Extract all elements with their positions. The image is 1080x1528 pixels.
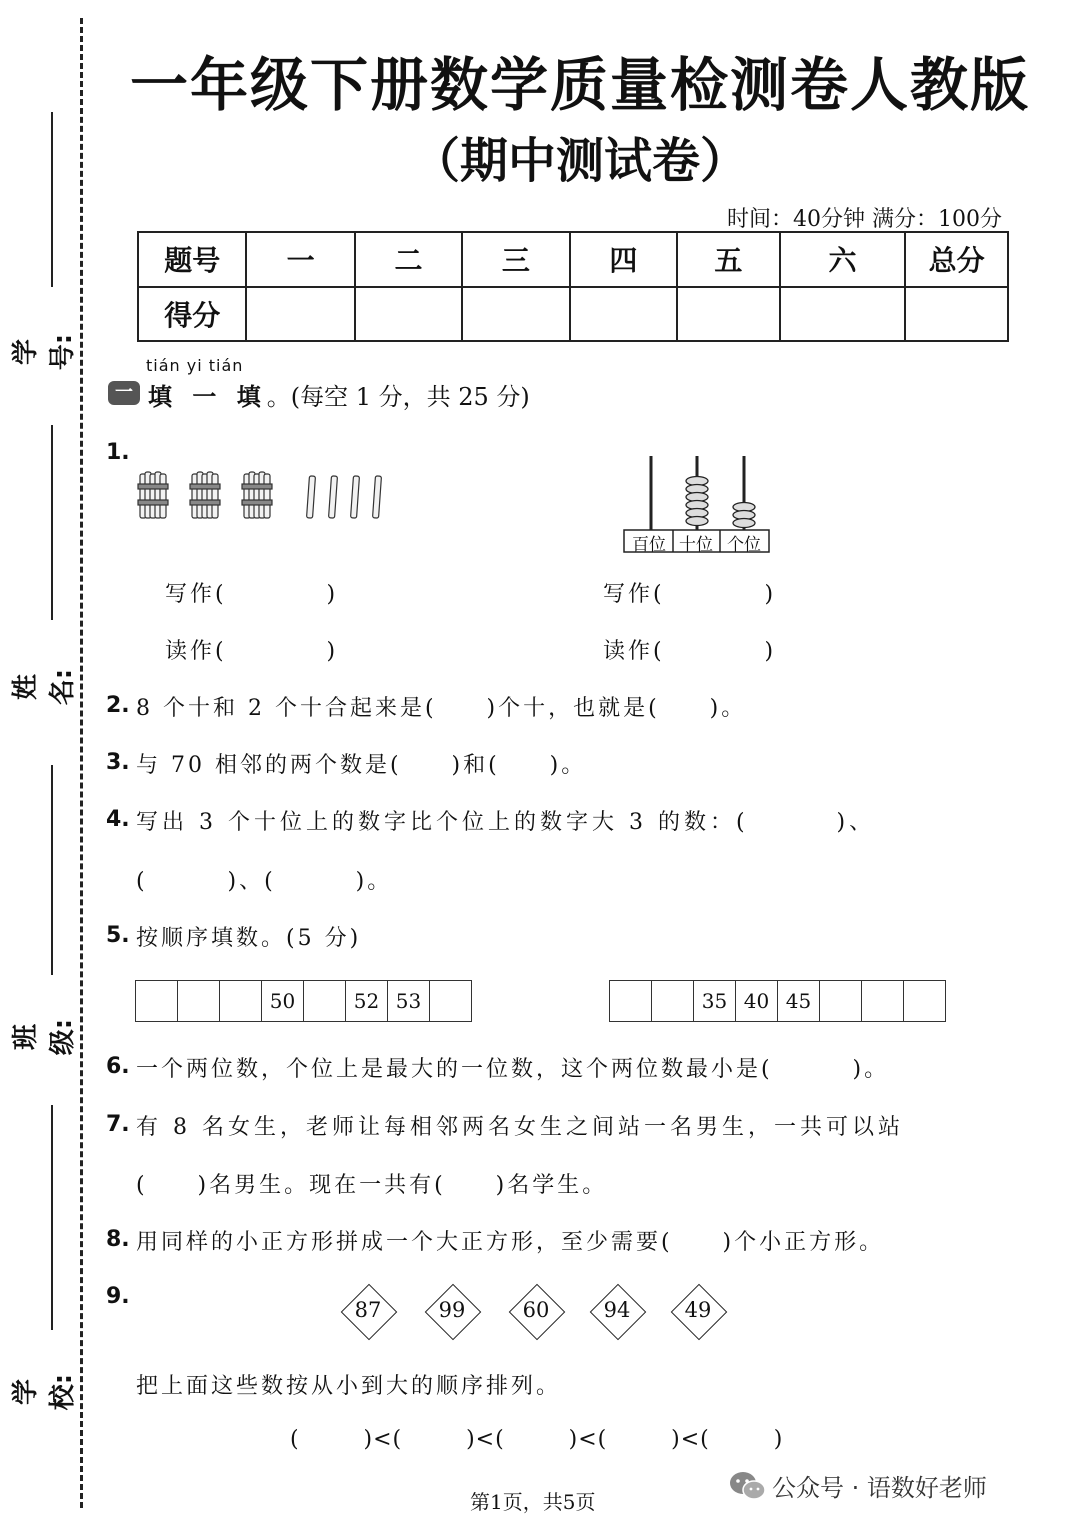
stick-bundle-icon [138, 472, 168, 518]
q1-number: 1. [106, 440, 130, 465]
score-input-cell[interactable] [462, 287, 569, 342]
score-cell: 三 [462, 232, 569, 287]
ones-beads [733, 503, 755, 528]
sequence-cell: 45 [778, 981, 820, 1022]
school-line [51, 1105, 53, 1330]
section-pinyin: tián yi tián [146, 356, 244, 375]
diamond-number: 94 [603, 1298, 631, 1322]
stick-bundles-illustration [130, 462, 400, 524]
name-line [51, 425, 53, 620]
score-cell: 六 [780, 232, 906, 287]
sequence-cell: 50 [262, 981, 304, 1022]
q2-text: 8 个十和 2 个十合起来是( )个十，也就是( )。 [136, 696, 747, 721]
score-cell: 五 [677, 232, 780, 287]
sequence-cell: 35 [694, 981, 736, 1022]
school-label: 学校: [11, 1373, 78, 1411]
section-badge: 一 [108, 381, 140, 405]
page-title: 一年级下册数学质量检测卷人教版 [129, 51, 1030, 119]
stick-bundle-icon [190, 472, 220, 518]
score-input-cell[interactable] [355, 287, 462, 342]
diamond-number: 87 [354, 1298, 382, 1322]
score-table-score-row [138, 287, 1008, 342]
score-input-cell[interactable] [570, 287, 677, 342]
time-info: 时间：40分钟 满分：100分 [727, 207, 1002, 232]
class-label: 班级: [11, 1018, 78, 1056]
sequence-cell[interactable] [652, 981, 694, 1022]
sequence-cell: 40 [736, 981, 778, 1022]
sequence-cell[interactable] [820, 981, 862, 1022]
q3-text: 与 70 相邻的两个数是( )和( )。 [136, 753, 587, 778]
student-no-label: 学号: [11, 333, 78, 371]
sequence-cell: 53 [388, 981, 430, 1022]
q4-number: 4. [106, 807, 130, 832]
q8-number: 8. [106, 1227, 130, 1252]
single-sticks-icon [307, 476, 382, 518]
class-line [51, 765, 53, 975]
abacus-label-tens: 十位 [679, 535, 713, 555]
q2-number: 2. [106, 693, 130, 718]
score-input-cell[interactable] [905, 287, 1008, 342]
q3-number: 3. [106, 750, 130, 775]
sequence-cell[interactable] [430, 981, 472, 1022]
q6-number: 6. [106, 1054, 130, 1079]
diamond-number: 99 [438, 1298, 466, 1322]
q8-text: 用同样的小正方形拼成一个大正方形，至少需要( )个小正方形。 [136, 1230, 885, 1255]
wechat-watermark: 公众号 · 语数好老师 [772, 1474, 987, 1502]
abacus-label-ones: 个位 [727, 535, 761, 555]
q1-write-left[interactable]: 写作( ) [165, 582, 339, 607]
score-input-cell[interactable] [677, 287, 780, 342]
q7-number: 7. [106, 1112, 130, 1137]
sequence-cell[interactable] [220, 981, 262, 1022]
score-cell: 总分 [905, 232, 1008, 287]
score-input-cell[interactable] [780, 287, 906, 342]
section-title-main: 填 一 填 [148, 383, 267, 411]
q5-number: 5. [106, 923, 130, 948]
score-cell: 一 [246, 232, 354, 287]
stick-bundle-icon [242, 472, 272, 518]
name-label: 姓名: [11, 668, 78, 706]
q1-write-right[interactable]: 写作( ) [603, 582, 777, 607]
page-footer: 第1页，共5页 [470, 1490, 596, 1514]
sequence-cell[interactable] [178, 981, 220, 1022]
section-title-note: 。(每空 1 分，共 25 分) [266, 383, 530, 411]
score-table-header-row [138, 232, 1008, 287]
q7-text: 有 8 名女生，老师让每相邻两名女生之间站一名男生，一共可以站 [136, 1115, 904, 1140]
diamond-number: 49 [684, 1298, 712, 1322]
q9-text: 把上面这些数按从小到大的顺序排列。 [136, 1374, 562, 1399]
sequence-cell[interactable] [304, 981, 346, 1022]
q5-sequence-row1 [135, 980, 472, 1022]
page-subtitle: （期中测试卷） [411, 133, 748, 189]
q6-text: 一个两位数，个位上是最大的一位数，这个两位数最小是( )。 [136, 1057, 890, 1082]
q5-text: 按顺序填数。(5 分) [136, 926, 362, 951]
q9-number: 9. [106, 1284, 130, 1309]
score-cell: 四 [570, 232, 677, 287]
abacus-label-hundreds: 百位 [632, 535, 666, 555]
section-title [148, 377, 530, 412]
score-row-label: 得分 [138, 287, 246, 342]
q9-answer-line[interactable]: ( )<( )<( )<( )<( ) [290, 1427, 784, 1452]
score-cell: 题号 [138, 232, 246, 287]
score-table [137, 231, 1009, 342]
q1-read-left[interactable]: 读作( ) [165, 639, 339, 664]
sequence-cell[interactable] [136, 981, 178, 1022]
sequence-cell[interactable] [904, 981, 946, 1022]
q5-sequence-row2 [609, 980, 946, 1022]
q4-text: 写出 3 个十位上的数字比个位上的数字大 3 的数：( )、 [136, 810, 876, 835]
score-cell: 二 [355, 232, 462, 287]
score-input-cell[interactable] [246, 287, 354, 342]
sequence-cell[interactable] [610, 981, 652, 1022]
q4-text-line2: ( )、( )。 [136, 869, 393, 894]
wechat-icon [728, 1470, 768, 1502]
sequence-cell: 52 [346, 981, 388, 1022]
binding-dashed-line [80, 18, 83, 1508]
q1-read-right[interactable]: 读作( ) [603, 639, 777, 664]
q7-text-line2: ( )名男生。现在一共有( )名学生。 [136, 1173, 608, 1198]
sequence-cell[interactable] [862, 981, 904, 1022]
diamond-number: 60 [522, 1298, 550, 1322]
tens-beads [686, 477, 708, 526]
student-no-line [51, 112, 53, 287]
